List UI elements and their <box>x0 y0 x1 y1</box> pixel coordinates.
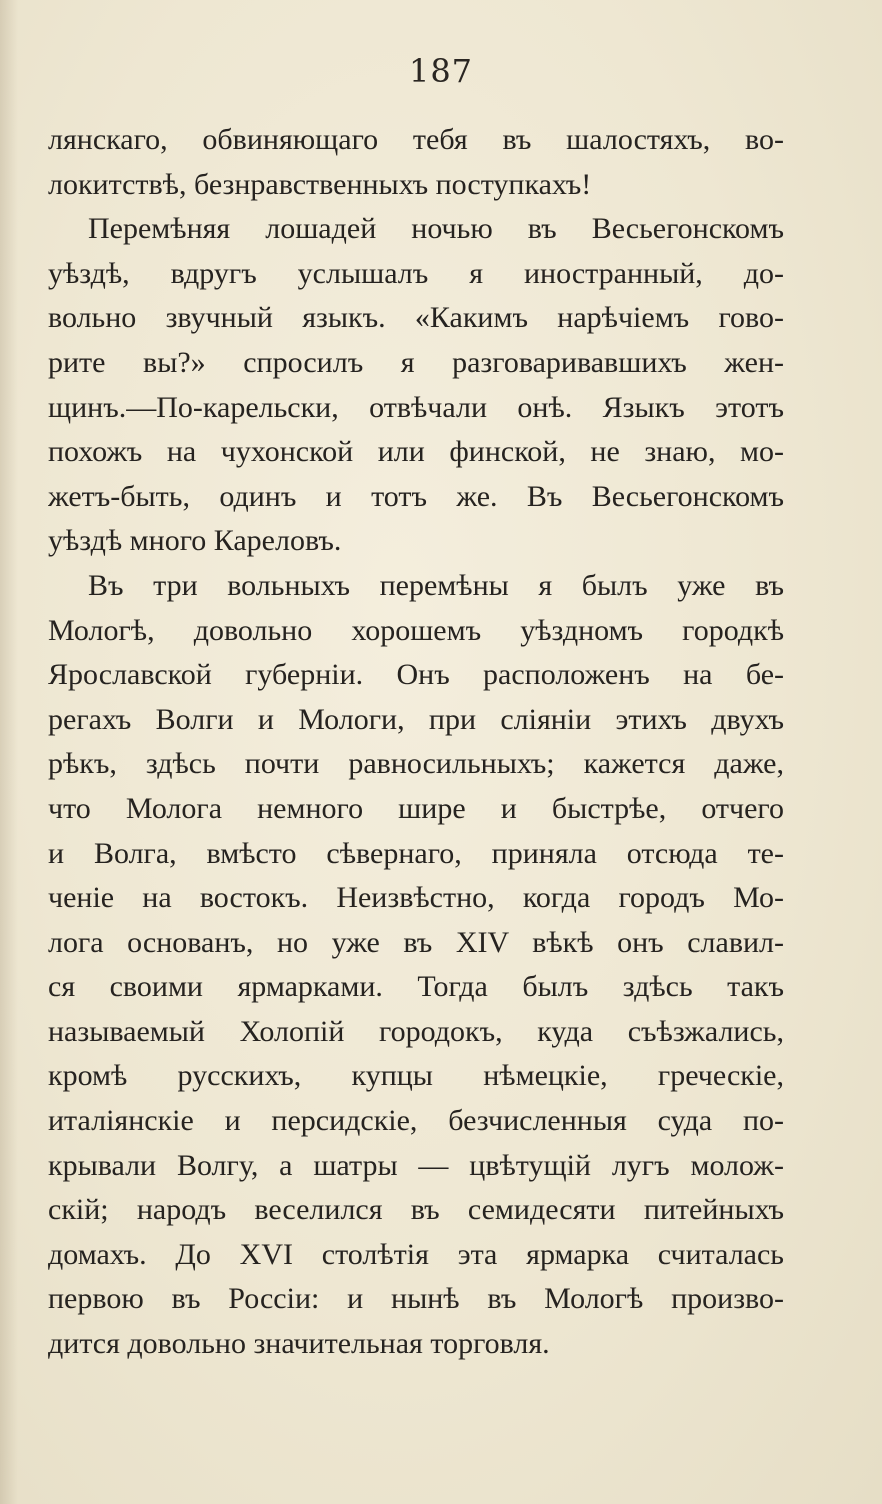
text-line: лянскаго, обвиняющаго тебя въ шалостяхъ, во- <box>48 123 784 156</box>
text-line: уѣздѣ много Кареловъ. <box>48 524 342 558</box>
text-line: кромѣ русскихъ, купцы нѣмецкіе, греческіе, <box>48 1059 784 1093</box>
text-line: щинъ.—По-карельски, отвѣчали онѣ. Языкъ этотъ <box>48 390 784 424</box>
text-line: лога основанъ, но уже въ XIV вѣкѣ онъ славил- <box>48 925 784 959</box>
text-line: похожъ на чухонской или финской, не знаю, мо- <box>48 435 784 469</box>
text-line: ся своими ярмарками. Тогда былъ здѣсь такъ <box>48 970 784 1004</box>
text-line: и Волга, вмѣсто сѣвернаго, приняла отсюда те- <box>48 836 784 870</box>
text-line: ченіе на востокъ. Неизвѣстно, когда городъ Мо- <box>48 881 784 915</box>
text-line: уѣздѣ, вдругъ услышалъ я иностранный, до- <box>48 256 784 290</box>
text-line: рите вы?» спросилъ я разговаривавшихъ жен- <box>48 345 784 379</box>
text-line: Въ три вольныхъ перемѣны я былъ уже въ <box>88 568 784 602</box>
text-line: Мологѣ, довольно хорошемъ уѣздномъ городкѣ <box>48 613 784 647</box>
text-line: скій; народъ веселился въ семидесяти питейныхъ <box>48 1193 784 1227</box>
text-line: что Молога немного шире и быстрѣе, отчего <box>48 791 784 825</box>
text-line: дится довольно значительная торговля. <box>48 1327 550 1361</box>
text-line: домахъ. До XVI столѣтія эта ярмарка считалась <box>48 1237 784 1271</box>
text-line: называемый Холопій городокъ, куда съѣзжались, <box>48 1014 784 1048</box>
page-edge-shadow <box>0 0 18 1504</box>
text-line: крывали Волгу, а шатры — цвѣтущій лугъ молож- <box>48 1148 784 1182</box>
text-line: италіянскіе и персидскіе, безчисленныя суда по- <box>48 1104 784 1138</box>
text-line: локитствѣ, безнравственныхъ поступкахъ! <box>48 167 592 201</box>
text-line: вольно звучный языкъ. «Какимъ нарѣчіемъ гово- <box>48 301 784 335</box>
text-line: Перемѣняя лошадей ночью въ Весьегонскомъ <box>88 212 784 246</box>
page-number: 187 <box>408 52 474 90</box>
page-text <box>48 118 784 1367</box>
text-line: Ярославской губерніи. Онъ расположенъ на бе- <box>48 658 784 692</box>
text-line: первою въ Россіи: и нынѣ въ Мологѣ произво- <box>48 1282 784 1316</box>
text-line: регахъ Волги и Мологи, при сліяніи этихъ двухъ <box>48 702 784 736</box>
text-line: рѣкъ, здѣсь почти равносильныхъ; кажется даже, <box>48 747 784 781</box>
text-line: жетъ-быть, одинъ и тотъ же. Въ Весьегонскомъ <box>48 479 784 513</box>
